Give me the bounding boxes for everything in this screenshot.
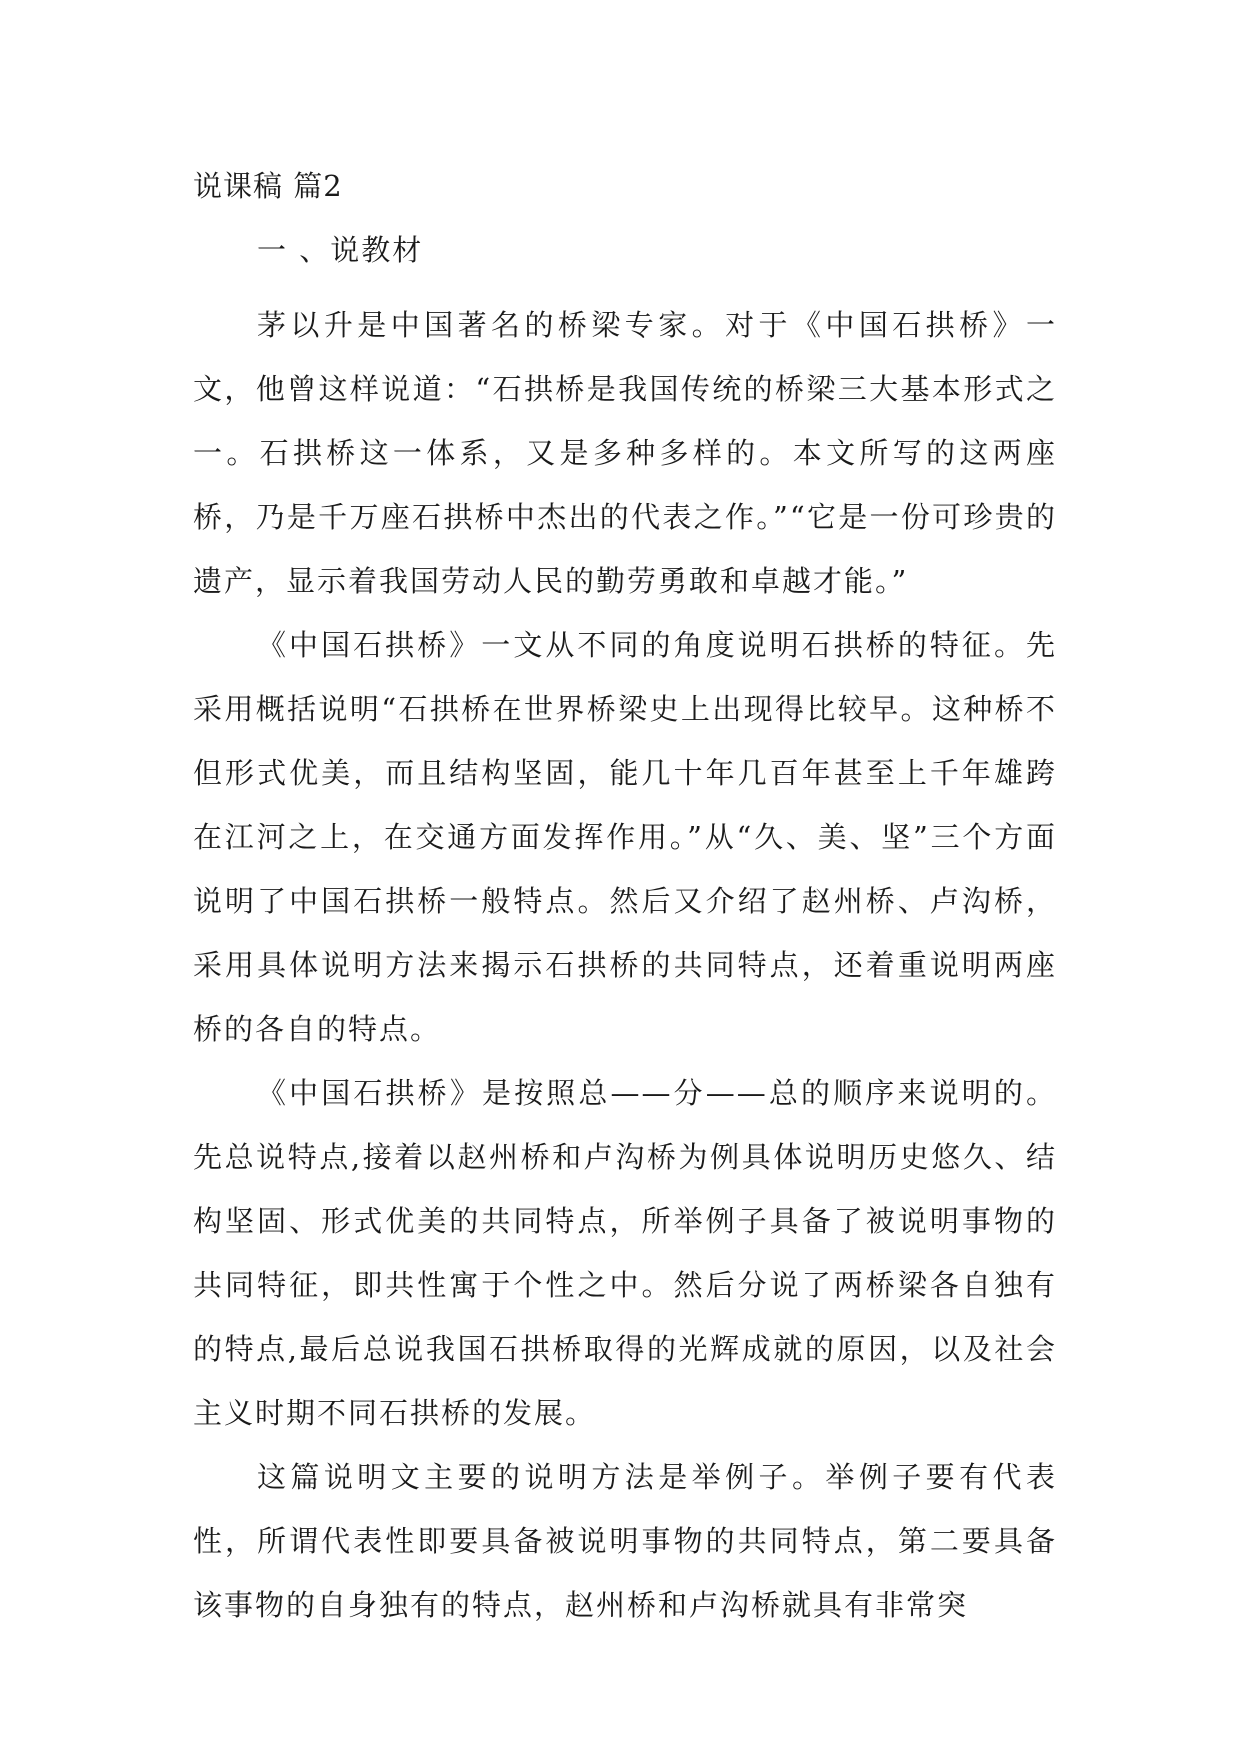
paragraph: 这篇说明文主要的说明方法是举例子。举例子要有代表性，所谓代表性即要具备被说明事物的共同特点，第二要具备该事物的自身独有的特点，赵州桥和卢沟桥就具有非常突 — [193, 1460, 1057, 1622]
paragraph: 《中国石拱桥》一文从不同的角度说明石拱桥的特征。先采用概括说明“石拱桥在世界桥梁史上出现得比较早。这种桥不但形式优美，而且结构坚固，能几十年几百年甚至上千年雄跨在江河之上，在交通方面发挥作用。”从“久、美、坚”三个方面说明了中国石拱桥一般特点。然后又介绍了赵州桥、卢沟桥，采用具体说明方法来揭示石拱桥的共同特点，还着重说明两座桥的各自的特点。 — [193, 628, 1057, 1046]
document-page — [193, 165, 1057, 1637]
paragraph: 茅以升是中国著名的桥梁专家。对于《中国石拱桥》一文，他曾这样说道：“石拱桥是我国传统的桥梁三大基本形式之一。石拱桥这一体系，又是多种多样的。本文所写的这两座桥，乃是千万座石拱桥中杰出的代表之作。”“它是一份可珍贵的遗产，显示着我国劳动人民的勤劳勇敢和卓越才能。” — [193, 308, 1057, 598]
section-heading: 一 、说教材 — [257, 233, 424, 267]
document-title: 说课稿 篇2 — [193, 169, 343, 203]
paragraph: 《中国石拱桥》是按照总——分——总的顺序来说明的。先总说特点,接着以赵州桥和卢沟桥为例具体说明历史悠久、结构坚固、形式优美的共同特点，所举例子具备了被说明事物的共同特征，即共性寓于个性之中。然后分说了两桥梁各自独有的特点,最后总说我国石拱桥取得的光辉成就的原因，以及社会主义时期不同石拱桥的发展。 — [193, 1076, 1057, 1430]
